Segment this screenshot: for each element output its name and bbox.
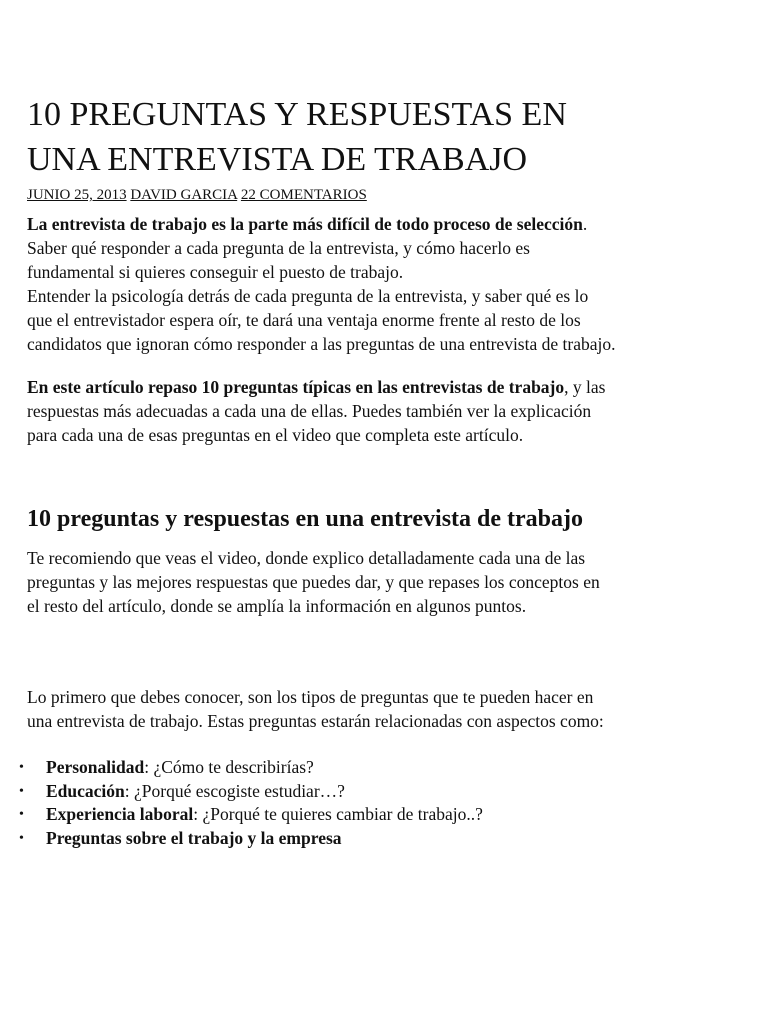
intro-line-1 [27,212,747,236]
bullet-icon: • [19,760,24,775]
list-item [0,827,483,851]
section-paragraph [27,546,747,618]
summary-bold-lead: En este artículo repaso 10 preguntas típicas en las entrevistas de trabajo [27,377,565,397]
list-item [0,756,483,780]
list-item [0,803,483,827]
list-item [0,780,483,804]
article-title [27,92,727,182]
summary-line-2: respuestas más adecuadas a cada una de ellas. Puedes también ver la explicación [27,401,592,421]
bullet-icon: • [19,807,24,822]
article-title-line-2: UNA ENTREVISTA DE TRABAJO [27,141,528,178]
intro-line-5: que el entrevistador espera oír, te dará una ventaja enorme frente al resto de los [27,310,581,330]
bullet-icon: • [19,783,24,799]
list-item-text: : ¿Cómo te describirías? [144,757,314,777]
intro-paragraph [27,212,747,356]
intro-bold-lead-end: . [582,214,588,234]
question-types-line-2: una entrevista de trabajo. Estas preguntas estarán relacionadas con aspectos como: [27,711,604,731]
list-item-bold: Personalidad [46,757,145,777]
summary-paragraph [27,375,747,447]
intro-line-4: Entender la psicología detrás de cada pregunta de la entrevista, y saber qué es lo [27,286,589,306]
summary-line-1 [27,375,747,399]
article-title-line-1: 10 PREGUNTAS Y RESPUESTAS EN [27,96,567,133]
summary-line-3: para cada una de esas preguntas en el video que completa este artículo. [27,425,524,445]
intro-bold-lead: La entrevista de trabajo es la parte más difícil de todo proceso de selección [27,214,583,234]
list-item-text: : ¿Porqué te quieres cambiar de trabajo..? [193,804,483,824]
intro-line-3: fundamental si quieres conseguir el puesto de trabajo. [27,262,404,282]
question-types-list [0,756,483,850]
intro-line-6: candidatos que ignoran cómo responder a las preguntas de una entrevista de trabajo. [27,334,616,354]
comments-link[interactable]: 22 COMENTARIOS [240,187,367,203]
section-line-3: el resto del artículo, donde se amplía la información en algunos puntos. [27,596,527,616]
list-item-bold: Educación [46,780,125,801]
section-heading: 10 preguntas y respuestas en una entrevista de trabajo [27,506,584,532]
date-link[interactable]: JUNIO 25, 2013 [27,187,127,203]
question-types-line-1: Lo primero que debes conocer, son los tipos de preguntas que te pueden hacer en [27,687,594,707]
summary-lead-end: , y las [564,377,606,397]
list-item-text: : ¿Porqué escogiste estudiar…? [124,780,345,801]
intro-line-2: Saber qué responder a cada pregunta de la entrevista, y cómo hacerlo es [27,238,530,258]
question-types-paragraph [27,685,747,733]
section-line-1: Te recomiendo que veas el video, donde explico detalladamente cada una de las [27,548,586,568]
list-item-bold: Experiencia laboral [46,804,194,824]
bullet-icon: • [19,830,24,846]
section-line-2: preguntas y las mejores respuestas que puedes dar, y que repases los conceptos en [27,572,600,592]
article-meta [27,185,367,205]
list-item-bold: Preguntas sobre el trabajo y la empresa [46,827,342,848]
author-link[interactable]: DAVID GARCIA [130,187,238,203]
